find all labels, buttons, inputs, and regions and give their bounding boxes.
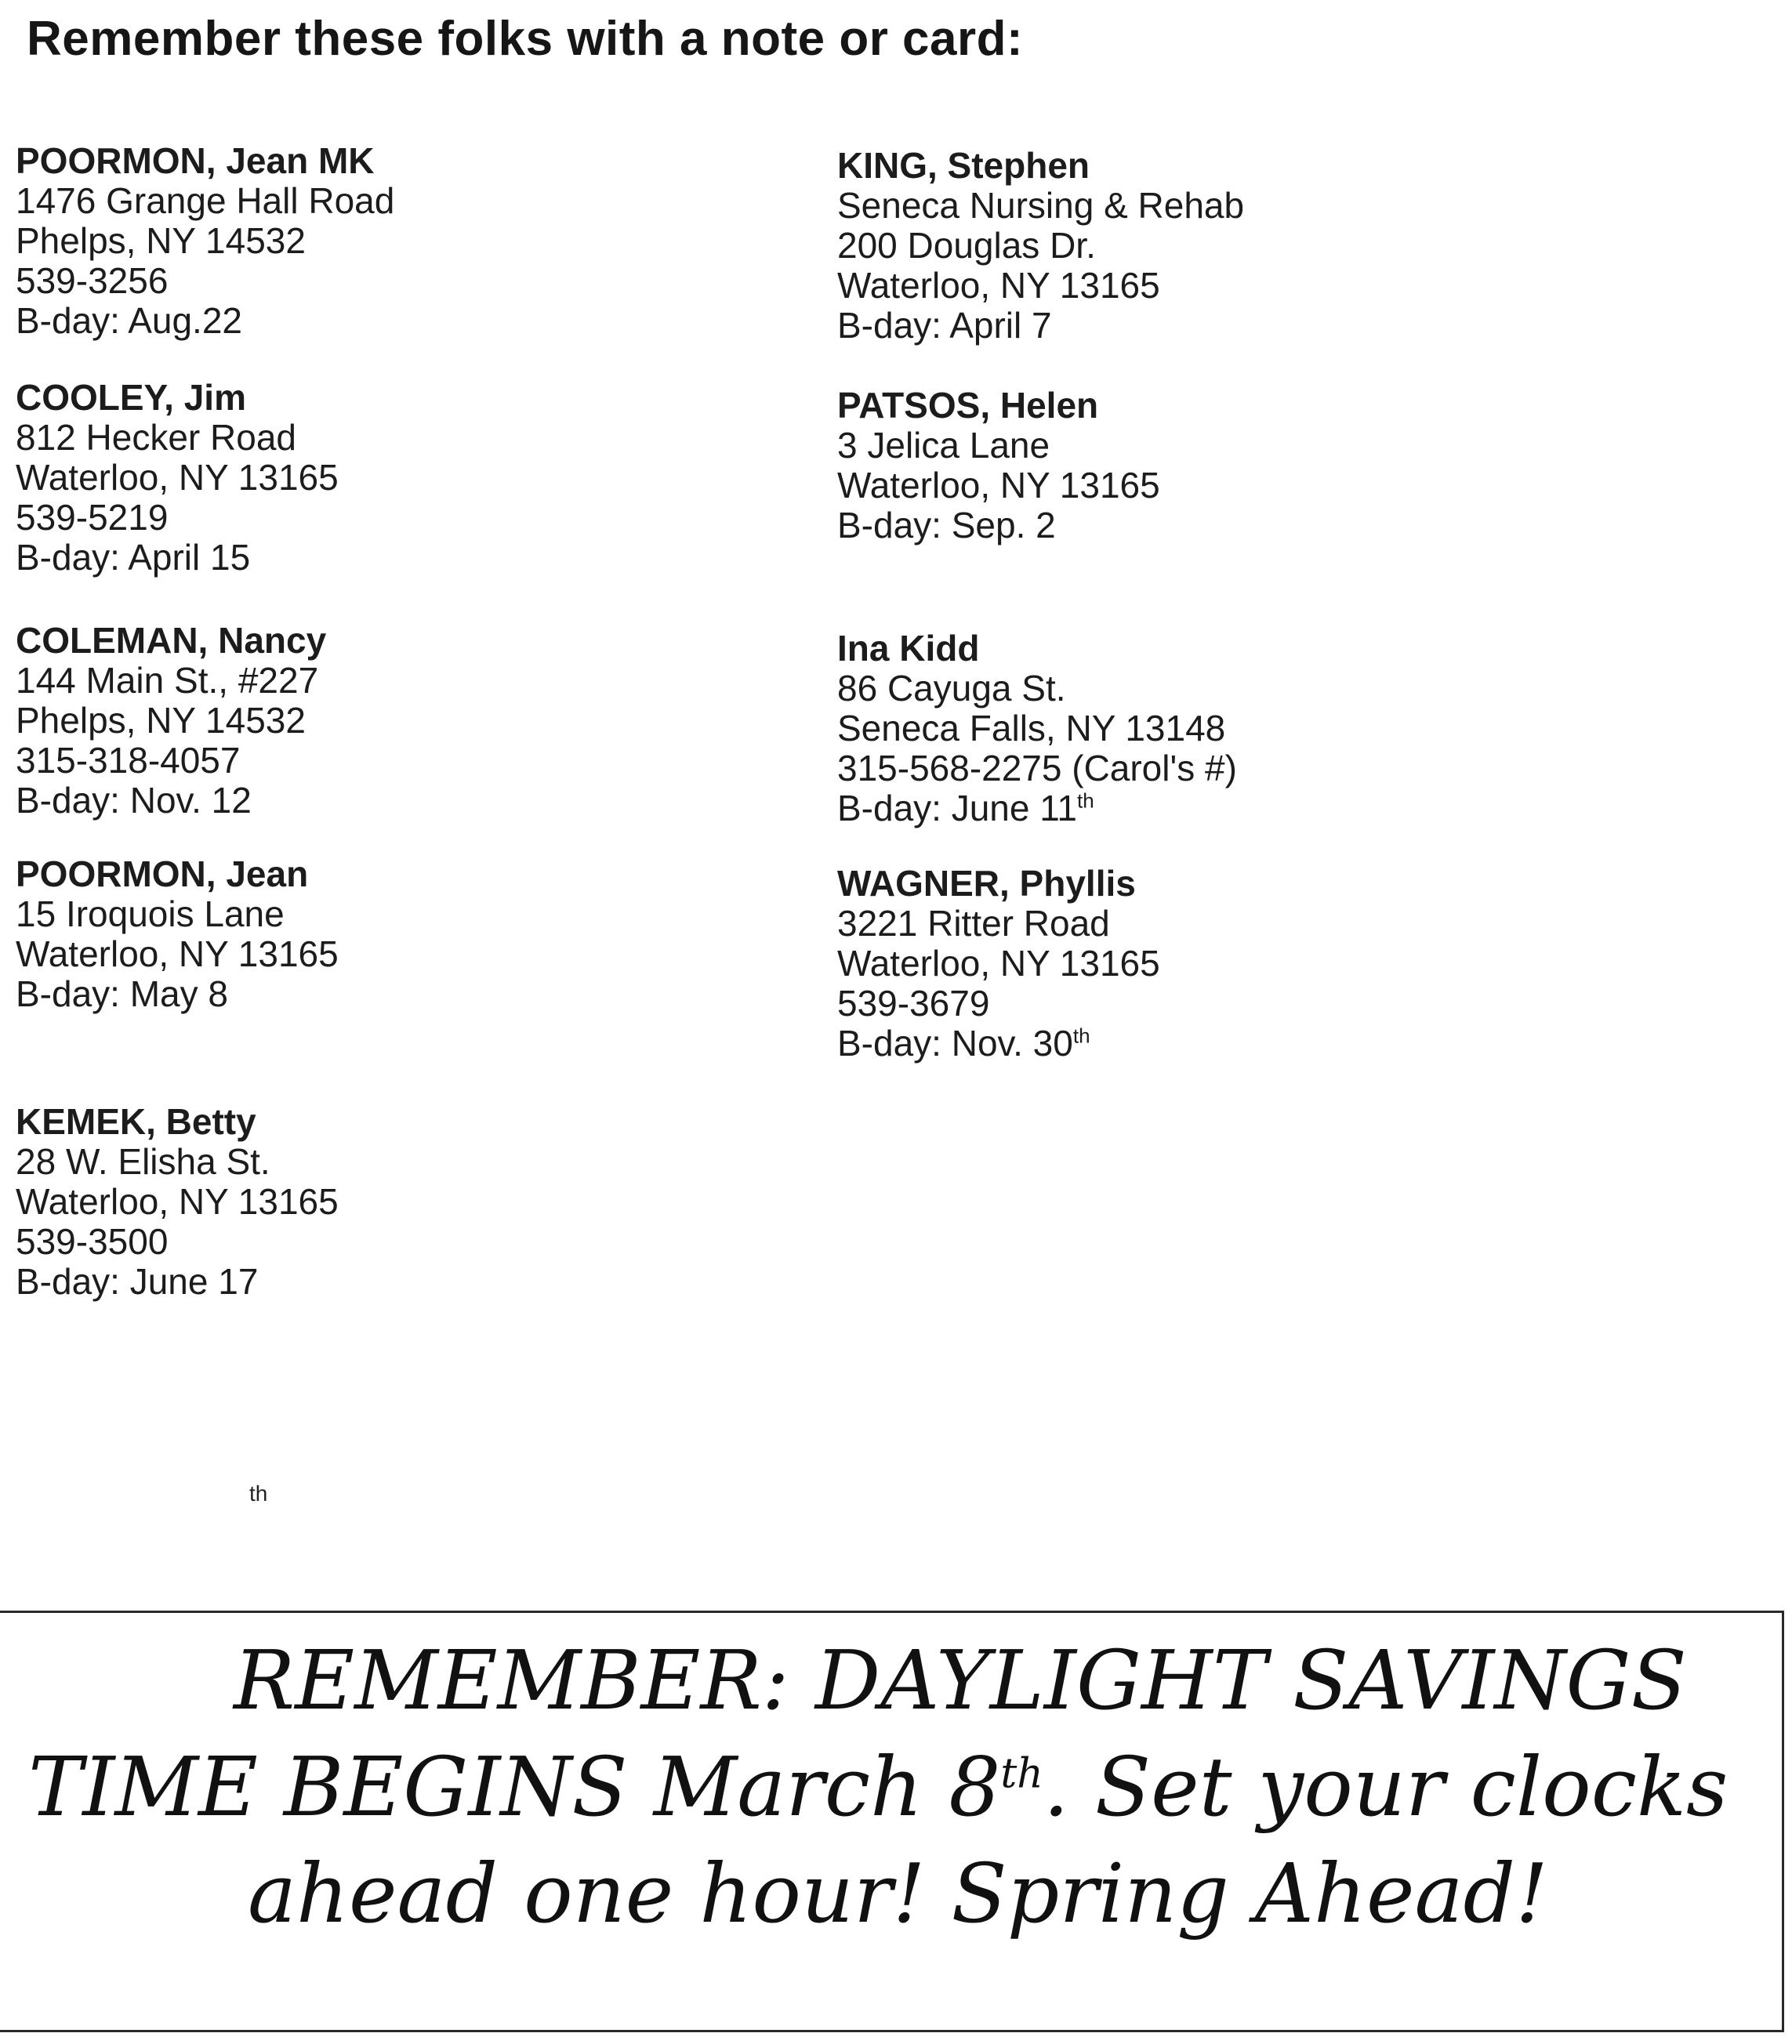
page-title: Remember these folks with a note or card: — [27, 12, 1024, 66]
birthday-text: B-day: Nov. 30 — [837, 1023, 1073, 1064]
contact-name: WAGNER, Phyllis — [837, 863, 1136, 904]
contact-birthday: B-day: April 15 — [16, 537, 251, 578]
contact-phone: 539-3679 — [837, 983, 990, 1024]
contact-entry — [16, 854, 339, 1014]
contact-address: 15 Iroquois Lane — [16, 893, 285, 934]
notice-text — [28, 1627, 1766, 1947]
contact-name: COLEMAN, Nancy — [16, 620, 327, 661]
notice-line-1: REMEMBER: DAYLIGHT SAVINGS — [234, 1633, 1687, 1728]
contact-entry — [16, 378, 339, 578]
contact-address: 3 Jelica Lane — [837, 425, 1050, 466]
contact-city: Waterloo, NY 13165 — [837, 943, 1160, 984]
contact-city: Waterloo, NY 13165 — [837, 465, 1160, 506]
notice-line-2 — [28, 1734, 1766, 1840]
contact-name: KEMEK, Betty — [16, 1101, 256, 1142]
contact-name: Ina Kidd — [837, 628, 980, 669]
contact-entry — [837, 629, 1237, 828]
contact-name: POORMON, Jean MK — [16, 140, 375, 181]
contact-name: PATSOS, Helen — [837, 385, 1099, 426]
contact-birthday — [837, 788, 1237, 828]
contact-address: 3221 Ritter Road — [837, 903, 1110, 944]
contact-city: Phelps, NY 14532 — [16, 700, 306, 741]
notice-ordinal-suffix: th — [1000, 1750, 1043, 1798]
contact-entry — [16, 621, 326, 821]
birthday-text: B-day: June 11 — [837, 788, 1078, 828]
contact-facility: Seneca Nursing & Rehab — [837, 185, 1245, 226]
contact-address: 200 Douglas Dr. — [837, 225, 1096, 266]
contact-address: 812 Hecker Road — [16, 417, 296, 458]
contact-city: Phelps, NY 14532 — [16, 220, 306, 261]
contact-address: 86 Cayuga St. — [837, 668, 1066, 709]
notice-line-3: ahead one hour! Spring Ahead! — [248, 1846, 1548, 1941]
contact-birthday: B-day: April 7 — [837, 305, 1052, 346]
notice-line-2-start: TIME BEGINS March 8 — [28, 1739, 1001, 1835]
contact-name: KING, Stephen — [837, 145, 1090, 186]
contact-name: COOLEY, Jim — [16, 377, 246, 418]
contact-entry — [837, 386, 1160, 545]
contact-birthday — [837, 1024, 1160, 1064]
daylight-savings-notice — [0, 1611, 1784, 2032]
contact-city: Seneca Falls, NY 13148 — [837, 708, 1226, 748]
contact-city: Waterloo, NY 13165 — [16, 457, 339, 498]
contact-address: 1476 Grange Hall Road — [16, 180, 395, 221]
contact-address: 144 Main St., #227 — [16, 660, 319, 701]
contact-phone: 539-5219 — [16, 497, 169, 538]
contact-city: Waterloo, NY 13165 — [837, 265, 1160, 306]
contact-entry — [837, 864, 1160, 1064]
ordinal-suffix: th — [1077, 788, 1094, 813]
contact-phone: 539-3256 — [16, 260, 169, 301]
contact-city: Waterloo, NY 13165 — [16, 933, 339, 974]
contact-birthday: B-day: Sep. 2 — [837, 505, 1056, 545]
notice-line-2-end: . Set your clocks — [1043, 1739, 1729, 1835]
contact-entry — [16, 1102, 339, 1302]
contact-birthday: B-day: May 8 — [16, 973, 228, 1014]
contact-address: 28 W. Elisha St. — [16, 1141, 270, 1182]
ordinal-suffix: th — [1072, 1024, 1090, 1048]
contact-entry — [16, 141, 394, 341]
contact-birthday: B-day: Aug.22 — [16, 300, 242, 341]
contact-birthday: B-day: Nov. 12 — [16, 780, 252, 821]
contact-birthday: B-day: June 17 — [16, 1261, 259, 1302]
contact-city: Waterloo, NY 13165 — [16, 1181, 339, 1222]
contact-phone: 315-568-2275 (Carol's #) — [837, 748, 1237, 788]
stray-superscript-text: th — [249, 1481, 268, 1506]
contact-entry — [837, 146, 1244, 346]
contact-phone: 539-3500 — [16, 1221, 169, 1262]
contact-name: POORMON, Jean — [16, 853, 309, 894]
contact-phone: 315-318-4057 — [16, 740, 241, 781]
